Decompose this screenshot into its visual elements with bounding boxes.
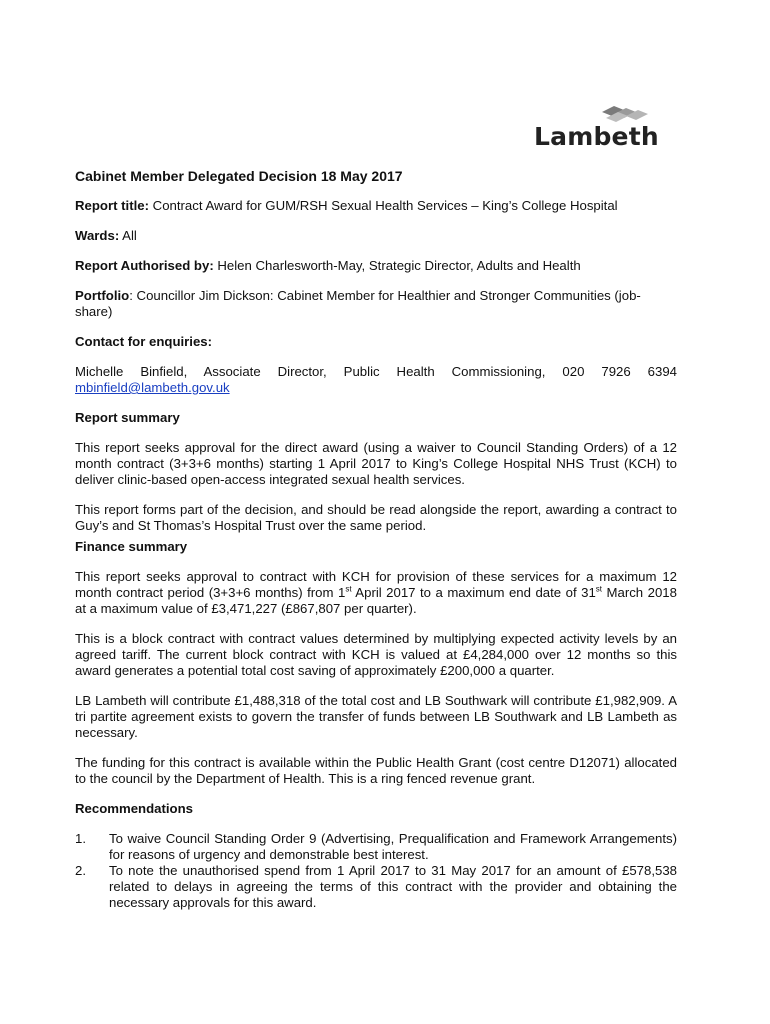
lambeth-logo [532, 100, 659, 156]
finance-summary-p1 [75, 569, 677, 617]
finance-summary-p2: This is a block contract with contract values determined by multiplying expected activity levels by an agreed tariff. The current block contract with KCH is valued at £4,284,000 over 12 months so this award generates a potential total cost saving of approximately £200,000 a quarter. [75, 631, 677, 678]
contact-email-line [75, 380, 677, 396]
authorised-by-value: Helen Charlesworth-May, Strategic Director, Adults and Health [217, 258, 581, 273]
logo-text: Lambeth [534, 122, 659, 151]
report-title-label: Report title: [75, 198, 149, 213]
report-summary-p1: This report seeks approval for the direct award (using a waiver to Council Standing Orders) of a 12 month contract (3+3+6 months) starting 1 April 2017 to King’s College Hospital NHS Trust (KCH) to deliver clinic-based open-access integrated sexual health services. [75, 440, 677, 487]
contact-text: Michelle Binfield, Associate Director, Public Health Commissioning, 020 7926 6394 [75, 364, 677, 379]
recommendation-number: 1. [75, 831, 86, 846]
finance-p1-part-b: April 2017 to a maximum end date of 31 [351, 585, 596, 600]
finance-summary-heading: Finance summary [75, 539, 188, 554]
wards-label: Wards: [75, 228, 120, 243]
portfolio-value: : Councillor Jim Dickson: Cabinet Member for Healthier and Stronger Communities (job-share) [75, 288, 641, 319]
recommendation-item [75, 863, 677, 911]
finance-p1-part-a: This report seeks approval to contract with KCH for provision of these services for a maximum 12 month contract period (3+3+6 months) from 1 [75, 569, 677, 600]
recommendation-text: To note the unauthorised spend from 1 April 2017 to 31 May 2017 for an amount of £578,538 related to delays in agreeing the terms of this contract with the provider and obtaining the necessary approvals for this award. [109, 863, 677, 910]
portfolio-label: Portfolio [75, 288, 130, 303]
wards-value: All [122, 228, 137, 243]
report-title-line [75, 198, 677, 214]
contact-email-link[interactable]: mbinfield@lambeth.gov.uk [75, 380, 230, 395]
report-title-value: Contract Award for GUM/RSH Sexual Health Services – King’s College Hospital [152, 198, 618, 213]
wards-line [75, 228, 677, 244]
recommendation-number: 2. [75, 863, 86, 878]
recommendations-list [75, 831, 677, 911]
finance-p1-sup-2: st [595, 584, 603, 594]
portfolio-line [75, 288, 677, 320]
finance-p1-part-c: March 2018 at a maximum value of £3,471,227 (£867,807 per quarter). [75, 585, 677, 616]
document-body [75, 168, 677, 911]
recommendation-item [75, 831, 677, 863]
authorised-by-label: Report Authorised by: [75, 258, 214, 273]
finance-p1-sup-1: st [345, 584, 352, 594]
contact-heading: Contact for enquiries: [75, 334, 213, 349]
report-summary-p2: This report forms part of the decision, and should be read alongside the report, awarding a contract to Guy’s and St Thomas’s Hospital Trust over the same period. [75, 502, 677, 533]
finance-summary-p3: LB Lambeth will contribute £1,488,318 of the total cost and LB Southwark will contribute £1,982,909. A tri partite agreement exists to govern the transfer of funds between LB Southwark and LB Lambeth as necessary. [75, 693, 677, 740]
finance-summary-p4: The funding for this contract is available within the Public Health Grant (cost centre D12071) allocated to the council by the Department of Health. This is a ring fenced revenue grant. [75, 755, 677, 786]
recommendation-text: To waive Council Standing Order 9 (Advertising, Prequalification and Framework Arrangements) for reasons of urgency and demonstrable best interest. [109, 831, 677, 862]
report-summary-heading: Report summary [75, 410, 180, 425]
page-title: Cabinet Member Delegated Decision 18 May 2017 [75, 168, 403, 184]
recommendations-heading: Recommendations [75, 801, 193, 816]
authorised-by-line [75, 258, 677, 274]
